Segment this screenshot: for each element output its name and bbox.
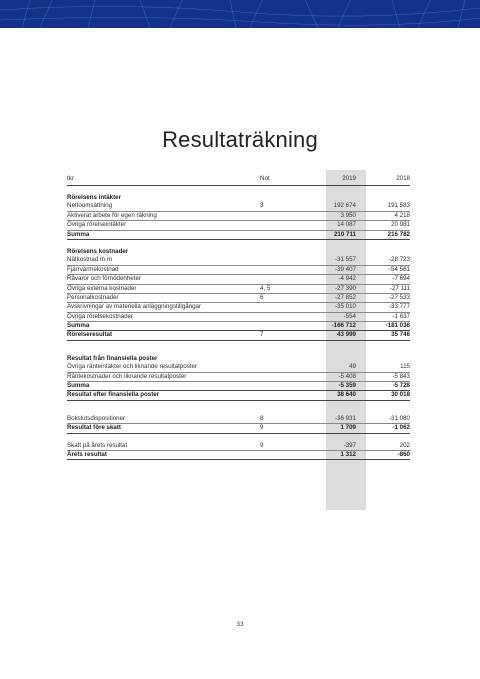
table-row: Övriga ränteintäkter och liknande resultatposter 49 115 bbox=[67, 363, 410, 372]
page-title: Resultaträkning bbox=[162, 126, 318, 152]
operating-result-row: Rörelseresultat 7 43 999 35 746 bbox=[67, 331, 410, 340]
header-2018: 2018 bbox=[396, 175, 410, 182]
table-row: Nettoomsättning 3 192 674 191 583 bbox=[67, 202, 410, 211]
table-row: Bokslutsdispositioner 8 -36 931 -31 080 bbox=[67, 415, 410, 424]
header-banner bbox=[0, 0, 480, 28]
header-note: Not bbox=[260, 175, 270, 182]
table-row: Räntekostnader och liknande resultatposter -5 408 -5 843 bbox=[67, 373, 410, 382]
header-label: tkr bbox=[67, 175, 74, 182]
result-after-financial-row: Resultat efter finansiella poster 38 640 30 018 bbox=[67, 391, 410, 400]
subtotal-row: Summa -166 712 -181 036 bbox=[67, 322, 410, 331]
table-row: Råvaror och förnödenheter -4 942 -7 694 bbox=[67, 275, 410, 284]
header-2019: 2019 bbox=[342, 175, 356, 182]
table-row: Personalkostnader 6 -27 852 -27 533 bbox=[67, 294, 410, 303]
table-row: Nätkostnad m m -31 557 -28 723 bbox=[67, 256, 410, 265]
table-header bbox=[67, 173, 410, 186]
section-heading: Resultat från finansiella poster bbox=[67, 354, 158, 362]
table-row: Aktiverat arbete för egen räkning 3 950 4 218 bbox=[67, 212, 410, 221]
income-statement-table bbox=[67, 173, 410, 460]
subtotal-row: Summa 210 711 216 782 bbox=[67, 231, 410, 240]
table-row: Övriga rörelseintäkter 14 087 20 981 bbox=[67, 221, 410, 230]
banner-pattern bbox=[0, 0, 480, 28]
section-heading: Rörelsens intäkter bbox=[67, 194, 121, 201]
table-row: Övriga externa kostnader 4, 5 -27 390 -27 111 bbox=[67, 285, 410, 294]
section-heading: Rörelsens kostnader bbox=[67, 247, 129, 255]
net-result-row: Årets resultat 1 312 -860 bbox=[67, 451, 410, 460]
result-before-tax-row: Resultat före skatt 9 1 709 -1 062 bbox=[67, 424, 410, 433]
page-number: 33 bbox=[236, 621, 244, 628]
table-row: Fjärrvärmekostnad -39 407 -54 561 bbox=[67, 266, 410, 275]
table-row: Övriga rörelsekostnader -554 -1 637 bbox=[67, 313, 410, 322]
subtotal-row: Summa -5 359 -5 728 bbox=[67, 382, 410, 391]
table-row: Avskrivningar av materiella anläggningstillgångar -35 010 -33 777 bbox=[67, 303, 410, 312]
table-row: Skatt på årets resultat 9 -397 202 bbox=[67, 442, 410, 451]
